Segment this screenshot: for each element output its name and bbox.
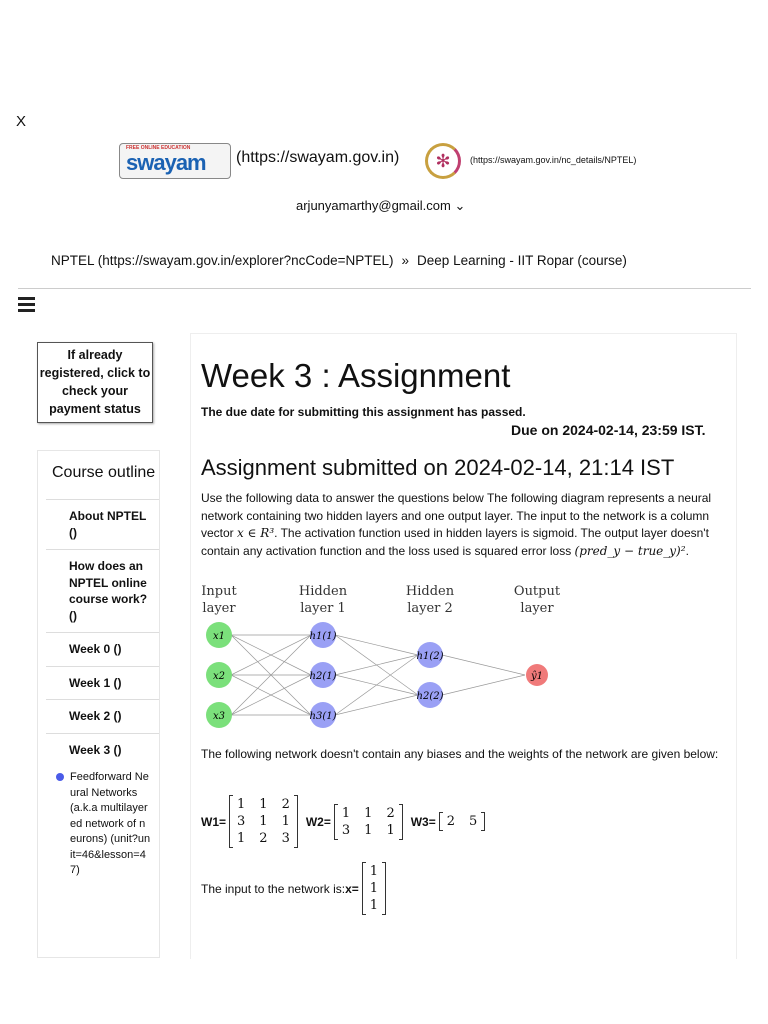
swayam-logo[interactable] — [119, 143, 231, 179]
matrix-cell: 2 — [259, 831, 268, 846]
outline-item-week3[interactable]: Week 3 () — [46, 733, 159, 767]
edge — [335, 695, 418, 715]
x-label: x= — [345, 881, 359, 896]
matrix-cell: 1 — [369, 864, 379, 879]
edge — [335, 635, 418, 655]
close-button[interactable]: X — [16, 113, 27, 130]
breadcrumb — [51, 253, 627, 268]
matrix-cell: 1 — [237, 797, 246, 812]
matrix-cell: 2 — [281, 797, 290, 812]
layer-label: layer — [202, 601, 236, 616]
payment-status-button[interactable]: If already registered, click to check your payment status — [37, 342, 153, 423]
layer-label: Hidden — [405, 584, 455, 599]
edge — [335, 655, 418, 675]
neural-network-diagram — [195, 578, 575, 738]
edge — [442, 655, 525, 675]
layer-label: Hidden — [298, 584, 348, 599]
user-menu[interactable] — [296, 198, 465, 214]
matrix-cell: 1 — [364, 805, 373, 821]
matrix-cell: 1 — [386, 822, 395, 838]
matrix-cell: 2 — [446, 814, 456, 829]
w1-label: W1= — [201, 814, 227, 829]
matrix-cell: 1 — [341, 805, 351, 821]
matrix-cell: 3 — [341, 822, 351, 838]
w3-label: W3= — [410, 814, 436, 829]
matrix-cell: 1 — [364, 822, 373, 838]
matrix-cell: 5 — [469, 814, 478, 829]
swayam-link[interactable]: (https://swayam.gov.in) — [236, 149, 400, 166]
bracket-right — [399, 804, 403, 840]
x-matrix — [362, 862, 386, 915]
outline-item-about[interactable]: About NPTEL () — [46, 499, 159, 549]
matrix-cell: 1 — [369, 881, 379, 896]
matrix-cell: 2 — [386, 805, 395, 821]
nptel-logo[interactable]: ✻ — [425, 143, 461, 179]
math-vector: x ∈ R³ — [237, 526, 275, 540]
layer-label: layer — [520, 601, 554, 616]
w3-matrix — [439, 812, 486, 831]
logo-tagline: FREE ONLINE EDUCATION — [126, 145, 191, 151]
logo-text: swayam — [126, 150, 206, 175]
matrix-cell: 1 — [259, 797, 268, 812]
bracket-right — [481, 812, 485, 831]
nptel-link[interactable]: (https://swayam.gov.in/nc_details/NPTEL) — [470, 155, 637, 165]
outline-title: Course outline — [52, 464, 156, 481]
due-date: Due on 2024-02-14, 23:59 IST. — [511, 422, 706, 438]
outline-item-week1[interactable]: Week 1 () — [46, 666, 159, 700]
node-label: h2(1) — [309, 671, 337, 682]
node-label: h3(1) — [309, 711, 337, 722]
matrix-cell: 1 — [237, 831, 246, 846]
user-email: arjunyamarthy@gmail.com — [296, 198, 451, 213]
node-label: h1(2) — [416, 651, 444, 662]
desc-text-2: . The activation function used in hidden layers is sigmoid. The output layer doesn't contain any activation function and the loss used is squared error loss — [201, 526, 709, 558]
node-label: x3 — [212, 711, 226, 722]
chevron-down-icon: ⌄ — [454, 198, 466, 213]
desc-text-1: Use the following data to answer the questions below The following diagram represents a neural network containing two hidden layers and one output layer. The input to the network is a column vector — [201, 491, 712, 540]
matrix-cell: 3 — [237, 814, 246, 829]
layer-label: Input — [201, 584, 237, 599]
node-label: h2(2) — [416, 691, 444, 702]
breadcrumb-separator: » — [401, 253, 410, 268]
hamburger-menu-icon[interactable] — [18, 297, 35, 315]
breadcrumb-nptel[interactable]: NPTEL (https://swayam.gov.in/explorer?ncCode=NPTEL) — [51, 253, 394, 268]
bracket-right — [382, 862, 386, 915]
outline-subitem[interactable] — [46, 766, 159, 879]
input-vector — [201, 862, 386, 915]
layer-label: Output — [513, 584, 561, 599]
matrix-cell: 1 — [369, 898, 379, 913]
weights-intro: The following network doesn't contain any biases and the weights of the network are given below: — [201, 747, 719, 761]
bracket-right — [294, 795, 298, 848]
outline-item-how[interactable]: How does an NPTEL online course work? () — [46, 549, 159, 632]
matrix-cell: 3 — [281, 831, 290, 846]
due-passed-notice: The due date for submitting this assignment has passed. — [201, 405, 526, 419]
w2-label: W2= — [305, 814, 331, 829]
weight-matrices — [201, 795, 485, 848]
edge — [335, 655, 418, 715]
divider — [18, 288, 751, 289]
node-label: x1 — [212, 631, 226, 642]
edge — [442, 675, 525, 695]
outline-item-week2[interactable]: Week 2 () — [46, 699, 159, 733]
submission-status: Assignment submitted on 2024-02-14, 21:14 IST — [201, 455, 675, 480]
node-label: ŷ1 — [530, 671, 544, 682]
node-label: x2 — [212, 671, 226, 682]
layer-label: layer 1 — [300, 601, 346, 616]
course-outline — [37, 450, 160, 958]
breadcrumb-course[interactable]: Deep Learning - IIT Ropar (course) — [417, 253, 627, 268]
x-intro: The input to the network is: — [201, 881, 346, 896]
layer-label: layer 2 — [407, 601, 453, 616]
matrix-cell: 1 — [281, 814, 290, 829]
bullet-icon — [56, 773, 64, 781]
desc-text-3: . — [685, 543, 689, 558]
page-title: Week 3 : Assignment — [201, 357, 511, 394]
subitem-label: Feedforward Neural Networks (a.k.a multilayered network of neurons) (unit?unit=46&lesson=47) — [70, 771, 151, 876]
w1-matrix — [229, 795, 298, 848]
matrix-cell: 1 — [259, 814, 268, 829]
outline-item-week0[interactable]: Week 0 () — [46, 632, 159, 666]
math-loss: (pred_y − true_y)² — [574, 543, 686, 558]
node-label: h1(1) — [309, 631, 337, 642]
w2-matrix — [334, 804, 403, 840]
question-description — [201, 490, 731, 560]
